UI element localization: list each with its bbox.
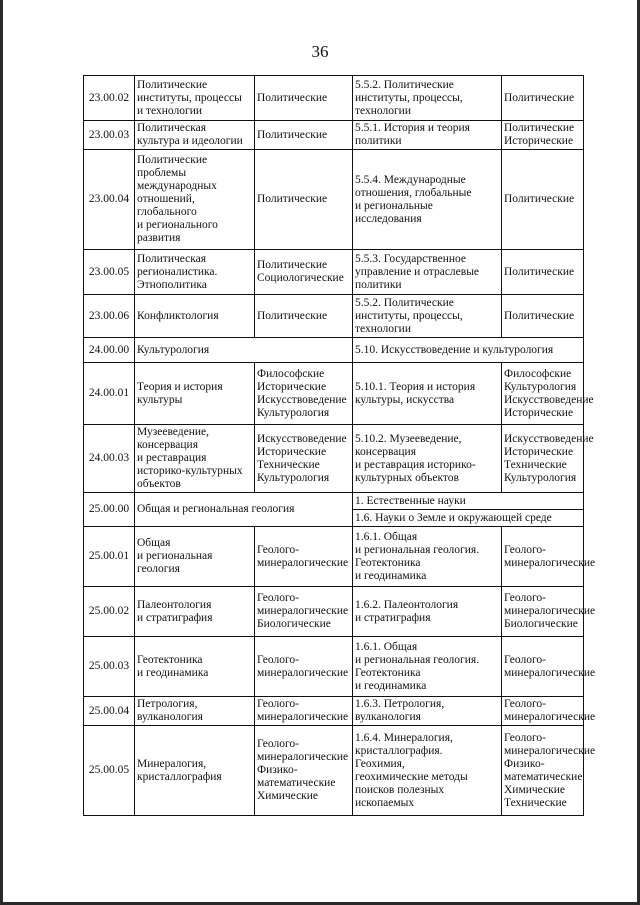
code-cell: 25.00.03	[84, 637, 135, 697]
specialty-name-cell: Минералогия, кристаллография	[135, 726, 255, 816]
table-row	[84, 527, 584, 587]
group-name-cell: Общая и региональная геология	[135, 493, 353, 527]
new-specialty-cell: 5.10.1. Теория и история культуры, искусства	[353, 363, 502, 425]
science-branch-cell: Политические	[255, 121, 353, 150]
science-branch-cell: Геолого- минералогические	[255, 697, 353, 726]
page-number: 36	[311, 42, 329, 61]
new-science-branch-cell: Политические	[502, 76, 584, 121]
science-branch-cell: Политические	[255, 76, 353, 121]
code-cell: 23.00.06	[84, 295, 135, 338]
new-science-branch-cell: Политические	[502, 250, 584, 295]
table-row	[84, 250, 584, 295]
code-cell: 25.00.04	[84, 697, 135, 726]
code-cell: 25.00.01	[84, 527, 135, 587]
specialty-name-cell: Геотектоника и геодинамика	[135, 637, 255, 697]
table-row-group	[84, 338, 584, 363]
new-science-branch-cell: Искусствоведение Исторические Технические Культурология	[502, 425, 584, 493]
science-branch-cell: Политические	[255, 295, 353, 338]
specialty-name-cell: Общая и региональная геология	[135, 527, 255, 587]
table-row	[84, 76, 584, 121]
new-science-branch-cell: Философские Культурология Искусствоведение Исторические	[502, 363, 584, 425]
science-branch-cell: Геолого- минералогические Физико- математические Химические	[255, 726, 353, 816]
table-row	[84, 121, 584, 150]
new-science-branch-cell: Политические	[502, 295, 584, 338]
table-row-group	[84, 493, 584, 510]
specialty-name-cell: Политические проблемы международных отношений, глобального и регионального развития	[135, 150, 255, 250]
specialty-name-cell: Политические институты, процессы и технологии	[135, 76, 255, 121]
code-cell: 25.00.02	[84, 587, 135, 637]
new-specialty-cell: 1.6.3. Петрология, вулканология	[353, 697, 502, 726]
science-branch-cell: Искусствоведение Исторические Технические Культурология	[255, 425, 353, 493]
specialty-name-cell: Музееведение, консервация и реставрация историко-культурных объектов	[135, 425, 255, 493]
specialty-name-cell: Петрология, вулканология	[135, 697, 255, 726]
specialty-correspondence-table	[83, 75, 596, 816]
group-spec-cell: 5.10. Искусствоведение и культурология	[353, 338, 584, 363]
table-row	[84, 150, 584, 250]
new-specialty-cell: 5.10.2. Музееведение, консервация и реставрация историко- культурных объектов	[353, 425, 502, 493]
group-subspec-cell: 1.6. Науки о Земле и окружающей среде	[353, 510, 584, 527]
new-specialty-cell: 5.5.3. Государственное управление и отраслевые политики	[353, 250, 502, 295]
specialty-name-cell: Палеонтология и стратиграфия	[135, 587, 255, 637]
new-specialty-cell: 5.5.1. История и теория политики	[353, 121, 502, 150]
science-branch-cell: Политические Социологические	[255, 250, 353, 295]
specialty-name-cell: Теория и история культуры	[135, 363, 255, 425]
code-cell: 24.00.03	[84, 425, 135, 493]
new-science-branch-cell: Геолого- минералогические	[502, 697, 584, 726]
specialty-name-cell: Конфликтология	[135, 295, 255, 338]
new-science-branch-cell: Геолого- минералогические	[502, 637, 584, 697]
new-specialty-cell: 1.6.1. Общая и региональная геология. Геотектоника и геодинамика	[353, 527, 502, 587]
code-cell: 24.00.01	[84, 363, 135, 425]
code-cell: 23.00.03	[84, 121, 135, 150]
specialty-name-cell: Политическая культура и идеологии	[135, 121, 255, 150]
science-branch-cell: Геолого- минералогические	[255, 637, 353, 697]
group-spec-cell: 1. Естественные науки	[353, 493, 584, 510]
new-specialty-cell: 5.5.2. Политические институты, процессы, технологии	[353, 76, 502, 121]
new-specialty-cell: 5.5.4. Международные отношения, глобальные и региональные исследования	[353, 150, 502, 250]
scan-left-edge	[0, 0, 3, 905]
new-specialty-cell: 1.6.1. Общая и региональная геология. Геотектоника и геодинамика	[353, 637, 502, 697]
specialty-name-cell: Политическая регионалистика. Этнополитика	[135, 250, 255, 295]
new-science-branch-cell: Политические	[502, 150, 584, 250]
science-branch-cell: Политические	[255, 150, 353, 250]
science-branch-cell: Геолого- минералогические	[255, 527, 353, 587]
science-branch-cell: Геолого- минералогические Биологические	[255, 587, 353, 637]
new-science-branch-cell: Геолого- минералогические Физико- математические Химические Технические	[502, 726, 584, 816]
code-cell: 25.00.05	[84, 726, 135, 816]
group-name-cell: Культурология	[135, 338, 353, 363]
code-cell: 23.00.05	[84, 250, 135, 295]
code-cell: 23.00.04	[84, 150, 135, 250]
table-row	[84, 637, 584, 697]
new-specialty-cell: 5.5.2. Политические институты, процессы, технологии	[353, 295, 502, 338]
new-science-branch-cell: Геолого- минералогические	[502, 527, 584, 587]
table-row	[84, 425, 584, 493]
new-science-branch-cell: Геолого- минералогические Биологические	[502, 587, 584, 637]
table-row	[84, 697, 584, 726]
table-row	[84, 295, 584, 338]
table-row	[84, 587, 584, 637]
new-science-branch-cell: Политические Исторические	[502, 121, 584, 150]
group-code-cell: 24.00.00	[84, 338, 135, 363]
table-body	[84, 76, 596, 816]
new-specialty-cell: 1.6.4. Минералогия, кристаллография. Геохимия, геохимические методы поисков полезных ископаемых	[353, 726, 502, 816]
table-row	[84, 726, 584, 816]
table-row	[84, 363, 584, 425]
group-code-cell: 25.00.00	[84, 493, 135, 527]
code-cell: 23.00.02	[84, 76, 135, 121]
new-specialty-cell: 1.6.2. Палеонтология и стратиграфия	[353, 587, 502, 637]
science-branch-cell: Философские Исторические Искусствоведение Культурология	[255, 363, 353, 425]
